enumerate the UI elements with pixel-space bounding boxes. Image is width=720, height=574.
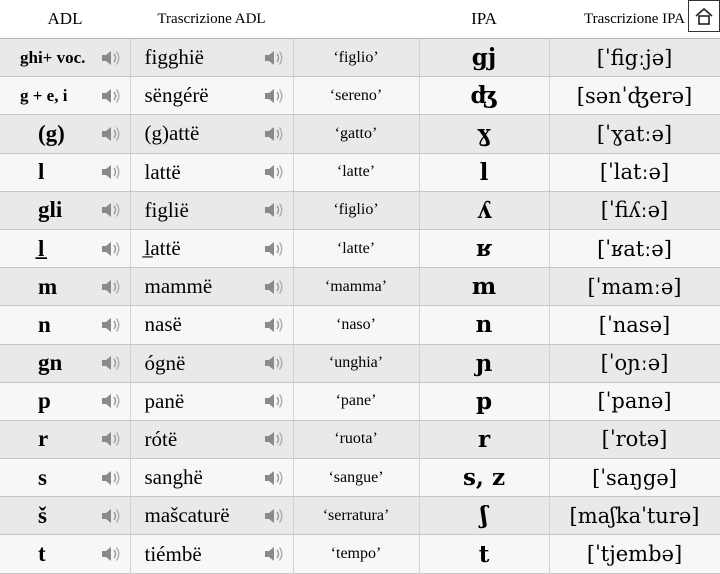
speaker-icon[interactable] [100,468,122,488]
speaker-icon[interactable] [263,391,285,411]
trascrizione-adl-cell [130,39,293,77]
trascrizione-adl-label: panë [144,388,185,413]
trascrizione-adl-cell [130,268,293,306]
ipa-cell: n [419,306,549,344]
ipa-cell: ʤ [419,77,549,115]
trascrizione-adl-cell [130,459,293,497]
ipa-cell: p [419,382,549,420]
ipa-cell: s, z [419,459,549,497]
table-row [0,153,720,191]
adl-cell [0,306,130,344]
ipa-cell: m [419,268,549,306]
adl-label: n [38,311,51,337]
adl-cell [0,535,130,573]
gloss-cell: ‘mamma’ [293,268,419,306]
trascrizione-ipa-cell: [ˈsaŋgə] [549,459,720,497]
speaker-icon[interactable] [100,429,122,449]
gloss-cell: ‘naso’ [293,306,419,344]
home-icon [694,7,714,25]
speaker-icon[interactable] [263,48,285,68]
ipa-cell: gj [419,39,549,77]
trascrizione-adl-label: figghië [144,45,204,70]
speaker-icon[interactable] [100,86,122,106]
trascrizione-adl-label: mammë [144,274,213,299]
speaker-icon[interactable] [263,468,285,488]
ipa-cell: ɲ [419,344,549,382]
table-row [0,191,720,229]
trascrizione-ipa-cell: [ˈfigːjə] [549,39,720,77]
ipa-cell: ʁ [419,229,549,267]
trascrizione-ipa-cell: [ˈrotə] [549,420,720,458]
header-ipa: IPA [419,0,549,39]
table-row [0,306,720,344]
adl-cell [0,191,130,229]
trascrizione-adl-label: nasë [144,312,182,337]
trascrizione-ipa-cell: [sənˈʤerə] [549,77,720,115]
gloss-cell: ‘sangue’ [293,459,419,497]
adl-label: š [38,502,47,528]
speaker-icon[interactable] [100,353,122,373]
adl-label: s [38,464,47,490]
speaker-icon[interactable] [263,86,285,106]
adl-cell [0,497,130,535]
table-row [0,77,720,115]
trascrizione-adl-label: (g)attë [144,121,200,146]
adl-label: gn [38,350,63,376]
trascrizione-ipa-cell: [ˈnasə] [549,306,720,344]
trascrizione-ipa-cell: [maʃkaˈturə] [549,497,720,535]
speaker-icon[interactable] [100,315,122,335]
trascrizione-adl-cell [130,420,293,458]
ipa-cell: l [419,153,549,191]
adl-label: gli [38,197,63,223]
trascrizione-ipa-cell: [ˈoɲːə] [549,344,720,382]
header-trascrizione-ipa: Trascrizione IPA [549,0,720,39]
table-row [0,535,720,573]
adl-label: t [38,541,46,567]
trascrizione-adl-cell [130,229,293,267]
adl-cell [0,268,130,306]
trascrizione-adl-label: sanghë [144,465,203,490]
adl-cell [0,382,130,420]
speaker-icon[interactable] [263,506,285,526]
trascrizione-adl-cell [130,344,293,382]
speaker-icon[interactable] [100,200,122,220]
trascrizione-adl-cell [130,382,293,420]
table-row [0,268,720,306]
adl-label: (g) [38,120,65,146]
header-adl: ADL [0,0,130,39]
speaker-icon[interactable] [263,124,285,144]
speaker-icon[interactable] [100,544,122,564]
trascrizione-adl-label: tiémbë [144,541,202,566]
gloss-cell: ‘serratura’ [293,497,419,535]
speaker-icon[interactable] [263,200,285,220]
header-trascrizione-adl: Trascrizione ADL [130,0,293,39]
adl-cell [0,77,130,115]
ipa-cell: ɣ [419,115,549,153]
gloss-cell: ‘latte’ [293,153,419,191]
trascrizione-ipa-cell: [ˈmamːə] [549,268,720,306]
speaker-icon[interactable] [100,239,122,259]
adl-label: ghi+ voc. [20,47,86,67]
adl-label: g + e, i [20,85,68,105]
trascrizione-adl-label: mašcaturë [144,503,230,528]
speaker-icon[interactable] [263,239,285,259]
table-row [0,459,720,497]
trascrizione-adl-label: sëngérë [144,83,209,108]
trascrizione-adl-cell [130,153,293,191]
adl-cell [0,459,130,497]
adl-cell [0,420,130,458]
trascrizione-ipa-cell: [ˈʁatːə] [549,229,720,267]
header-gloss [293,0,419,39]
table-row [0,497,720,535]
speaker-icon[interactable] [100,277,122,297]
speaker-icon[interactable] [263,353,285,373]
gloss-cell: ‘figlio’ [293,39,419,77]
trascrizione-adl-label: rótë [144,426,178,451]
adl-cell [0,115,130,153]
trascrizione-ipa-cell: [ˈɣatːə] [549,115,720,153]
adl-label: r [38,426,49,452]
trascrizione-adl-cell [130,77,293,115]
ipa-cell: ʎ [419,191,549,229]
home-button[interactable] [688,0,720,32]
gloss-cell: ‘ruota’ [293,420,419,458]
speaker-icon[interactable] [263,277,285,297]
trascrizione-ipa-cell: [ˈfiʎːə] [549,191,720,229]
header-row [0,0,720,39]
speaker-icon[interactable] [263,429,285,449]
gloss-cell: ‘gatto’ [293,115,419,153]
ipa-cell: r [419,420,549,458]
gloss-cell: ‘tempo’ [293,535,419,573]
gloss-cell: ‘pane’ [293,382,419,420]
trascrizione-adl-cell [130,191,293,229]
speaker-icon[interactable] [100,124,122,144]
trascrizione-ipa-cell: [ˈtjembə] [549,535,720,573]
adl-cell [0,39,130,77]
speaker-icon[interactable] [100,162,122,182]
table-row [0,344,720,382]
ipa-cell: t [419,535,549,573]
gloss-cell: ‘sereno’ [293,77,419,115]
gloss-cell: ‘latte’ [293,229,419,267]
speaker-icon[interactable] [100,391,122,411]
speaker-icon[interactable] [100,48,122,68]
trascrizione-ipa-cell: [ˈpanə] [549,382,720,420]
trascrizione-adl-label: figliё [144,197,189,222]
table-row [0,115,720,153]
gloss-cell: ‘unghia’ [293,344,419,382]
trascrizione-adl-label: l̲attë [144,236,181,261]
trascrizione-ipa-cell: [ˈlatːə] [549,153,720,191]
adl-label: l̲ [38,235,45,261]
trascrizione-adl-cell [130,535,293,573]
table-row [0,382,720,420]
adl-cell [0,344,130,382]
trascrizione-adl-cell [130,497,293,535]
trascrizione-adl-cell [130,115,293,153]
table-row [0,39,720,77]
speaker-icon[interactable] [263,162,285,182]
speaker-icon[interactable] [263,544,285,564]
adl-label: p [38,388,51,414]
adl-label: m [38,273,58,299]
trascrizione-adl-label: ógnë [144,350,186,375]
gloss-cell: ‘figlio’ [293,191,419,229]
speaker-icon[interactable] [263,315,285,335]
adl-cell [0,153,130,191]
table-row [0,420,720,458]
ipa-cell: ʃ [419,497,549,535]
speaker-icon[interactable] [100,506,122,526]
table-row [0,229,720,267]
adl-cell [0,229,130,267]
trascrizione-adl-label: lattë [144,159,181,184]
adl-label: l [38,159,45,185]
trascrizione-adl-cell [130,306,293,344]
